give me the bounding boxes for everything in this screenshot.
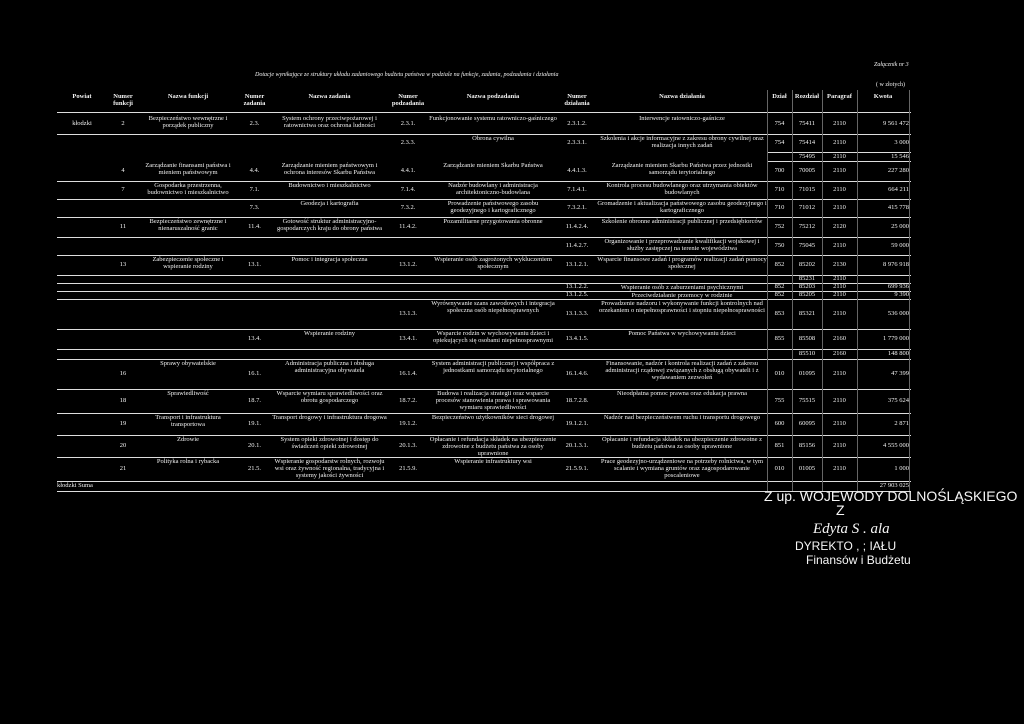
cell-fname: Polityka rolna i rybacka: [156, 458, 220, 465]
cell-dz: 710: [774, 204, 785, 211]
cell-kw: 25 000: [891, 223, 909, 230]
cell-dname: Szkolenie obronne administracji publicznej i przedsiębiorców: [601, 218, 763, 225]
cell-pn: 13.1.3.: [399, 310, 417, 317]
cell-dn: 20.1.3.1.: [565, 442, 589, 449]
cell-dz: 754: [774, 120, 785, 127]
cell-zname: Geodezja i kartografia: [300, 200, 359, 207]
cell-kw: 699 936: [887, 283, 909, 290]
cell-pn: 21.5.9.: [399, 465, 417, 472]
column-header: Nazwa podzadania: [466, 93, 520, 100]
cell-dname: Prowadzenie nadzoru i wykonywanie funkcji kontrolnych nad orzekaniem o niepełnosprawności i stopniu niepełnosprawności: [599, 300, 765, 314]
cell-kw: 664 211: [888, 186, 909, 193]
cell-dz: 852: [774, 283, 785, 290]
cell-dz: 600: [774, 420, 785, 427]
cell-pn: 19.1.2.: [399, 420, 417, 427]
cell-kw: 3 000: [894, 139, 909, 146]
cell-fname: Zdrowie: [176, 436, 200, 443]
cell-pn: 13.1.2.: [399, 261, 417, 268]
cell-par: 2110: [833, 242, 846, 249]
cell-kw: 415 778: [887, 204, 909, 211]
cell-kw: 375 624: [887, 397, 909, 404]
cell-kw: 47 399: [891, 370, 909, 377]
cell-dn: 21.5.9.1.: [565, 465, 589, 472]
cell-dname: Organizowanie i przeprowadzanie kwalifikacji wojskowej i służby zastępczej na terenie województwa: [604, 238, 760, 252]
table-row: [57, 134, 911, 152]
table-row: [57, 255, 911, 275]
table-row: [57, 329, 911, 349]
table-header-row: [57, 90, 911, 112]
cell-fn: 18: [119, 397, 127, 404]
cell-fn: 20: [119, 442, 127, 449]
table-row: [57, 413, 911, 435]
cell-kw: 1 779 000: [883, 335, 909, 342]
cell-rz: 85156: [798, 442, 816, 449]
cell-zname: Zarządzanie mieniem państwowym i ochrona interesów Skarbu Państwa: [281, 162, 378, 176]
cell-rz: 75411: [798, 120, 815, 127]
cell-par: 2130: [833, 261, 846, 268]
cell-pname: Obrona cywilna: [472, 135, 514, 142]
cell-dz: 852: [774, 291, 785, 298]
cell-rz: 85510: [798, 350, 816, 357]
column-header: Paragraf: [827, 93, 852, 100]
cell-zn: 18.7.: [248, 397, 261, 404]
cell-fn: 13: [119, 261, 127, 268]
cell-rz: 60095: [798, 420, 816, 427]
cell-dn: 13.1.2.1.: [565, 261, 589, 268]
cell-par: 2110: [833, 442, 846, 449]
cell-fname: Zabezpieczenie społeczne i wspieranie rodziny: [152, 256, 224, 270]
table-row: [57, 457, 911, 481]
cell-pname: Wspieranie osób zagrożonych wykluczeniem społecznym: [434, 256, 552, 270]
cell-pn: 20.1.3.: [399, 442, 417, 449]
cell-zname: Gotowość struktur administracyjno-gospodarczych kraju do obrony państwa: [276, 218, 383, 232]
cell-dz: 852: [774, 261, 785, 268]
table-row: [57, 435, 911, 457]
column-header: Numer funkcji: [113, 93, 133, 107]
cell-zn: 2.3.: [249, 120, 260, 127]
cell-par: 2110: [833, 397, 846, 404]
cell-zname: System opieki zdrowotnej i dostęp do świadczeń opieki zdrowotnej: [280, 436, 379, 450]
cell-pname: System administracji publicznej i współpraca z jednostkami samorządu terytorialnego: [431, 360, 555, 374]
cell-pow: kłodzki: [72, 120, 92, 127]
cell-dn: 13.1.2.5.: [565, 291, 589, 298]
signature-line-4: DYREKTO , ; IAŁU: [795, 539, 897, 553]
cell-dn: 7.1.4.1.: [567, 186, 587, 193]
cell-pname: Pozamilitarne przygotowania obronne: [443, 218, 543, 225]
cell-pn: 2.3.1.: [400, 120, 416, 127]
cell-par: 2110: [833, 139, 846, 146]
cell-kw: 9 390: [894, 291, 909, 298]
cell-kw: 1 000: [894, 465, 909, 472]
cell-zn: 11.4.: [248, 223, 261, 230]
cell-zn: 13.4.: [248, 335, 261, 342]
cell-dname: Kontrola procesu budowlanego oraz utrzymania obiektów budowlanych: [606, 182, 758, 196]
cell-zn: 4.4.: [249, 167, 260, 174]
cell-rz: 85205: [798, 291, 816, 298]
cell-pn: 2.3.3.: [400, 139, 416, 146]
cell-fname: Sprawy obywatelskie: [160, 360, 216, 367]
cell-fn: 7: [121, 186, 125, 193]
cell-dz: 853: [774, 310, 785, 317]
cell-par: 2110: [833, 420, 846, 427]
cell-dz: 010: [774, 465, 785, 472]
table-row: [57, 283, 911, 291]
table-row: [57, 161, 911, 181]
cell-zn: 7.3.: [249, 204, 260, 211]
cell-pname: Funkcjonowanie systemu ratowniczo-gaśniczego: [429, 115, 557, 122]
cell-dn: 7.3.2.1.: [567, 204, 587, 211]
cell-fn: 21: [119, 465, 127, 472]
cell-dname: Pomoc Państwa w wychowywaniu dzieci: [628, 330, 736, 337]
signature-line-2: Z: [836, 502, 845, 518]
cell-pn: 4.4.1.: [400, 167, 416, 174]
column-header: Rozdział: [794, 93, 820, 100]
cell-dname: Zarządzanie mieniem Skarbu Państwa przez jednostki samorządu terytorialnego: [611, 162, 753, 176]
cell-dn: 18.7.2.8.: [565, 397, 589, 404]
column-header: Dział: [772, 93, 787, 100]
cell-dn: 11.4.2.7.: [565, 242, 589, 249]
cell-pn: 16.1.4.: [399, 370, 417, 377]
cell-rz: 85508: [798, 335, 816, 342]
cell-zn: 7.1.: [249, 186, 260, 193]
cell-dname: Nieodpłatna pomoc prawna oraz edukacja prawna: [616, 390, 748, 397]
cell-par: 2110: [833, 167, 846, 174]
cell-pname: Budowa i realizacja strategii oraz wsparcie procesów stanowienia prawa i sprawowania wymiaru sprawiedliwości: [435, 390, 551, 411]
cell-dn: 2.3.3.1.: [567, 139, 587, 146]
column-header: Kwota: [873, 93, 893, 100]
cell-zn: 13.1.: [248, 261, 261, 268]
cell-zname: System ochrony przeciwpożarowej i ratownictwa oraz ochrona ludności: [282, 115, 377, 129]
cell-par: 2110: [833, 152, 846, 160]
cell-dz: 855: [774, 335, 785, 342]
cell-kw: 15 546: [891, 152, 909, 160]
cell-fname: Gospodarka przestrzenna, budownictwo i mieszkalnictwo: [147, 182, 229, 196]
table-row: [57, 275, 911, 283]
table-row: [57, 349, 911, 359]
cell-pname: Bezpieczeństwo użytkowników sieci drogowej: [431, 414, 555, 421]
cell-rz: 01095: [798, 370, 816, 377]
cell-par: 2110: [833, 291, 846, 298]
cell-rz: 71012: [798, 204, 816, 211]
cell-kw: 2 871: [894, 420, 909, 427]
cell-rz: 85203: [798, 283, 816, 290]
cell-zname: Wsparcie wymiaru sprawiedliwości oraz obrotu gospodarczego: [276, 390, 383, 404]
cell-dz: 754: [774, 139, 785, 146]
column-header: Nazwa funkcji: [167, 93, 209, 100]
cell-fname: Bezpieczeństwo wewnętrzne i porządek publiczny: [148, 115, 228, 129]
cell-dz: 750: [774, 242, 785, 249]
cell-rz: 75212: [798, 223, 816, 230]
cell-rz: 75515: [798, 397, 816, 404]
cell-pname: Zarządzanie mieniem Skarbu Państwa: [443, 162, 543, 169]
cell-dname: Wspieranie osób z zaburzeniami psychicznymi: [620, 284, 744, 291]
cell-par: 2110: [833, 310, 846, 317]
cell-dname: Przeciwdziałanie przemocy w rodzinie: [631, 292, 733, 299]
cell-dz: 010: [774, 370, 785, 377]
cell-fn: 4: [121, 167, 125, 174]
cell-fname: Zarządzanie finansami państwa i mieniem państwowym: [145, 162, 231, 176]
cell-dname: Nadzór nad bezpieczeństwem ruchu i transportu drogowego: [603, 414, 761, 421]
cell-fname: Transport i infrastruktura transportowa: [155, 414, 221, 428]
cell-par: 2110: [833, 283, 846, 290]
signature-line-1: Z up. WOJEWODY DOLNOŚLĄSKIEGO: [764, 488, 1018, 504]
cell-zname: Administracja publiczna i obsługa administracyjna obywatela: [285, 360, 374, 374]
cell-fn: 19: [119, 420, 127, 427]
document-title: Dotacje wynikające ze struktury układu zadaniowego budżetu państwa w podziale na funkcje, zadania, podzadania i działania: [255, 72, 559, 78]
table-row: [57, 199, 911, 217]
table-row: [57, 237, 911, 255]
cell-dn: 2.3.1.2.: [567, 120, 587, 127]
cell-fn: 2: [121, 120, 125, 127]
cell-fname: Sprawiedliwość: [167, 390, 209, 397]
cell-dn: 16.1.4.6.: [565, 370, 589, 377]
cell-dname: Szkolenia i akcje informacyjne z zakresu obrony cywilnej oraz realizacja innych zadań: [600, 135, 764, 149]
cell-kw: 8 976 918: [883, 261, 909, 268]
cell-rz: 01005: [798, 465, 816, 472]
cell-dn: 19.1.2.1.: [565, 420, 589, 427]
cell-fn: 11: [119, 223, 127, 230]
cell-pname: Wspieranie infrastruktury wsi: [454, 458, 532, 465]
cell-zname: Pomoc i integracja społeczna: [291, 256, 368, 263]
cell-kw: 59 000: [891, 242, 909, 249]
cell-par: 2110: [833, 275, 846, 282]
cell-kw: 227 280: [887, 167, 909, 174]
cell-par: 2110: [833, 465, 846, 472]
cell-rz: 75045: [798, 242, 816, 249]
cell-pn: 18.7.2.: [399, 397, 417, 404]
cell-dname: Opłacanie i refundacja składek na ubezpieczenie zdrowotne z budżetu państwa za osoby uprawnione: [601, 436, 763, 450]
table-row: [57, 291, 911, 299]
cell-dn: 11.4.2.4.: [565, 223, 589, 230]
cell-dname: Prace geodezyjno-urządzeniowe na potrzeby rolnictwa, w tym scalanie i wymiana gruntów oraz zagospodarowanie poscaleniowe: [600, 458, 764, 479]
cell-pname: Opłacanie i refundacja składek na ubezpieczenie zdrowotne z budżetu państwa za osoby uprawnione: [429, 436, 557, 457]
cell-kw: 536 000: [887, 310, 909, 317]
cell-pname: Prowadzenie państwowego zasobu geodezyjnego i kartograficznego: [447, 200, 539, 214]
cell-dname: Gromadzenie i aktualizacja państwowego zasobu geodezyjnego i kartograficznego: [597, 200, 767, 214]
annex-label: Załącznik nr 3: [874, 62, 909, 68]
cell-rz: 75414: [798, 139, 816, 146]
cell-par: 2110: [833, 120, 846, 127]
cell-par: 2110: [833, 204, 846, 211]
cell-pn: 13.4.1.: [399, 335, 417, 342]
table-row: [57, 389, 911, 413]
cell-kw: 9 561 472: [883, 120, 909, 127]
cell-par: 2120: [833, 223, 846, 230]
sum-label: kłodzki Suma: [57, 482, 93, 489]
cell-rz: 85321: [798, 310, 816, 317]
cell-dz: 752: [774, 223, 785, 230]
column-header: Numer zadania: [243, 93, 266, 107]
cell-pn: 7.3.2.: [400, 204, 416, 211]
cell-rz: 85231: [798, 275, 816, 282]
cell-par: 2110: [833, 186, 846, 193]
cell-dz: 700: [774, 167, 785, 174]
cell-zn: 16.1.: [248, 370, 261, 377]
cell-dz: 755: [774, 397, 785, 404]
column-header: Numer działania: [564, 93, 590, 107]
cell-rz: 71015: [798, 186, 816, 193]
cell-pn: 7.1.4.: [400, 186, 416, 193]
table-row: [57, 299, 911, 329]
table-row: [57, 181, 911, 199]
cell-par: 2160: [833, 335, 846, 342]
cell-rz: 85202: [798, 261, 816, 268]
cell-dname: Interwencje ratowniczo-gaśnicze: [639, 115, 725, 122]
cell-fname: Bezpieczeństwo zewnętrzne i nienaruszalność granic: [149, 218, 227, 232]
cell-rz: 75495: [798, 152, 816, 160]
signature-line-5: Finansów i Budżetu: [806, 553, 911, 567]
cell-pname: Wsparcie rodzin w wychowywaniu dzieci i opiekujących się osobami niepełnosprawnymi: [432, 330, 554, 344]
cell-kw: 148 800: [887, 350, 909, 357]
cell-par: 2110: [833, 370, 846, 377]
table-row: [57, 359, 911, 389]
cell-pname: Nadzór budowlany i administracja architektoniczno-budowlana: [448, 182, 538, 196]
cell-fn: 16: [119, 370, 127, 377]
cell-zname: Transport drogowy i infrastruktura drogowa: [272, 414, 387, 421]
cell-dn: 13.1.3.3.: [565, 310, 589, 317]
table-row: [57, 114, 911, 134]
column-header: Nazwa działania: [659, 93, 705, 100]
cell-pn: 11.4.2.: [399, 223, 417, 230]
cell-dz: 851: [774, 442, 785, 449]
cell-zn: 21.5.: [248, 465, 261, 472]
column-header: Numer podzadania: [391, 93, 425, 107]
cell-rz: 70005: [798, 167, 816, 174]
cell-zname: Wspieranie gospodarstw rolnych, rozwoju wsi oraz żywność regionalna, tradycyjna i systemy jakości żywności: [274, 458, 385, 479]
cell-dz: 710: [774, 186, 785, 193]
column-header: Powiat: [72, 93, 92, 100]
budget-table: [57, 90, 911, 489]
cell-zname: Budownictwo i mieszkalnictwo: [288, 182, 371, 189]
cell-dn: 4.4.1.3.: [567, 167, 587, 174]
cell-dn: 13.4.1.5.: [565, 335, 589, 342]
cell-pname: Wyrównywanie szans zawodowych i integracja społeczna osób niepełnosprawnych: [431, 300, 555, 314]
cell-dname: Wsparcie finansowe zadań i programów realizacji zadań pomocy społecznej: [597, 256, 767, 270]
signature-handwritten: Edyta S . ala: [813, 521, 890, 537]
cell-zn: 20.1.: [248, 442, 261, 449]
sum-value: 27 903 025: [879, 482, 909, 489]
cell-dname: Finansowanie, nadzór i kontrola realizacji zadań z zakresu administracji rządowej związanych z obsługą obywateli i z wydawaniem zezwoleń: [605, 360, 759, 381]
table-row: [57, 152, 911, 161]
cell-zn: 19.1.: [248, 420, 261, 427]
cell-par: 2160: [833, 350, 846, 357]
cell-kw: 4 555 000: [883, 442, 909, 449]
table-row: [57, 217, 911, 237]
cell-zname: Wspieranie rodziny: [303, 330, 356, 337]
column-header: Nazwa zadania: [308, 93, 351, 100]
unit-label: ( w złotych): [876, 82, 905, 88]
cell-dn: 13.1.2.2.: [565, 283, 589, 290]
